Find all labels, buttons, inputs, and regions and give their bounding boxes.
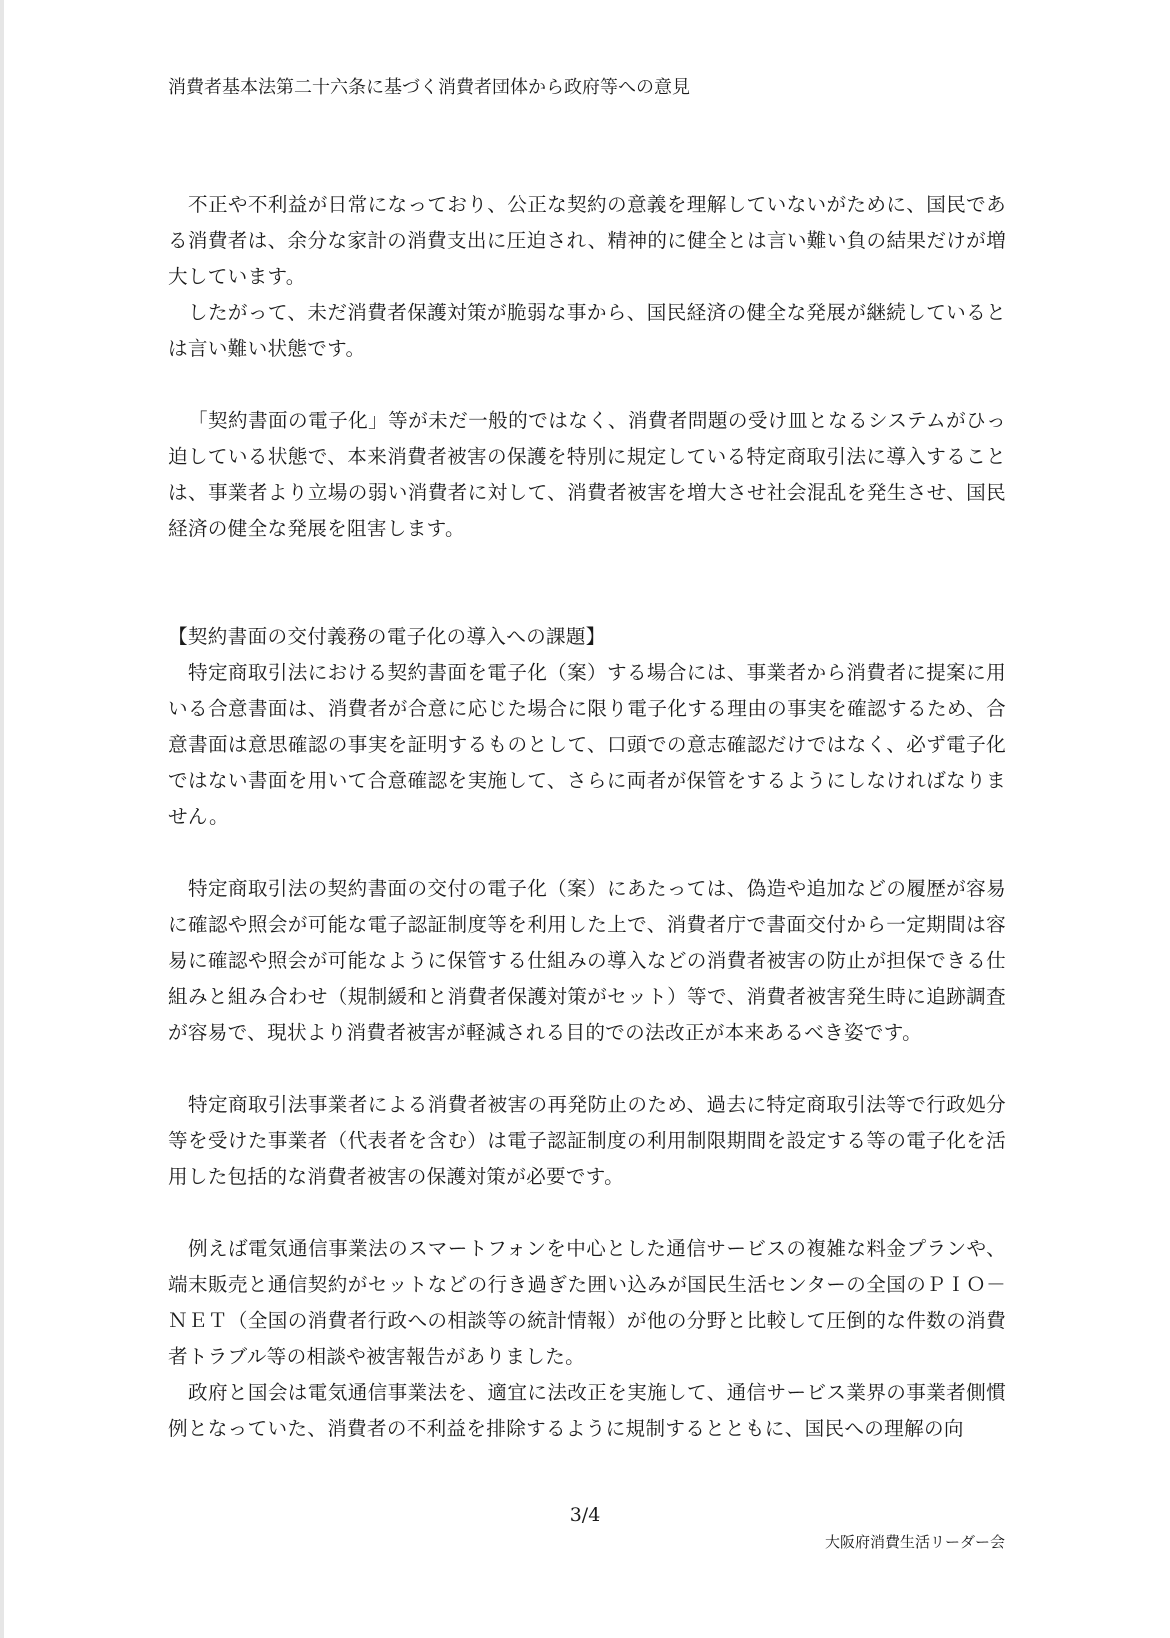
footer-organization: 大阪府消費生活リーダー会 bbox=[824, 1533, 1005, 1551]
paragraph-6: 特定商取引法事業者による消費者被害の再発防止のため、過去に特定商取引法等で行政処分等を受けた事業者（代表者を含む）は電子認証制度の利用制限期間を設定する等の電子化を活用した包括的な消費者被害の保護対策が必要です。 bbox=[168, 1093, 1006, 1188]
section-heading: 【契約書面の交付義務の電子化の導入への課題】 bbox=[168, 625, 606, 648]
document-body bbox=[168, 187, 1006, 1447]
paragraph-5: 特定商取引法の契約書面の交付の電子化（案）にあたっては、偽造や追加などの履歴が容易に確認や照会が可能な電子認証制度等を利用した上で、消費者庁で書面交付から一定期間は容易に確認や照会が可能なように保管する仕組みの導入などの消費者被害の防止が担保できる仕組みと組み合わせ（規制緩和と消費者保護対策がセット）等で、消費者被害発生時に追跡調査が容易で、現状より消費者被害が軽減される目的での法改正が本来あるべき姿です。 bbox=[168, 877, 1006, 1044]
paragraph-8: 政府と国会は電気通信事業法を、適宜に法改正を実施して、通信サービス業界の事業者側慣例となっていた、消費者の不利益を排除するように規制するとともに、国民への理解の向 bbox=[168, 1381, 1006, 1440]
document-header-title: 消費者基本法第二十六条に基づく消費者団体から政府等への意見 bbox=[168, 77, 690, 98]
paragraph-2: したがって、未だ消費者保護対策が脆弱な事から、国民経済の健全な発展が継続しているとは言い難い状態です。 bbox=[168, 301, 1006, 360]
paragraph-3: 「契約書面の電子化」等が未だ一般的ではなく、消費者問題の受け皿となるシステムがひっ迫している状態で、本来消費者被害の保護を特別に規定している特定商取引法に導入することは、事業者より立場の弱い消費者に対して、消費者被害を増大させ社会混乱を発生させ、国民経済の健全な発展を阻害します。 bbox=[168, 409, 1006, 540]
paragraph-spacer bbox=[168, 1051, 1006, 1087]
paragraph-spacer bbox=[168, 835, 1006, 871]
page-number: 3/4 bbox=[569, 1504, 601, 1526]
paragraph-4: 特定商取引法における契約書面を電子化（案）する場合には、事業者から消費者に提案に用いる合意書面は、消費者が合意に応じた場合に限り電子化する理由の事実を確認するため、合意書面は意思確認の事実を証明するものとして、口頭での意志確認だけではなく、必ず電子化ではない書面を用いて合意確認を実施して、さらに両者が保管をするようにしなければなりません。 bbox=[168, 661, 1006, 828]
section-spacer bbox=[168, 547, 1006, 619]
paragraph-7: 例えば電気通信事業法のスマートフォンを中心とした通信サービスの複雑な料金プランや、端末販売と通信契約がセットなどの行き過ぎた囲い込みが国民生活センターの全国のＰＩＯ－ＮＥＴ（全国の消費者行政への相談等の統計情報）が他の分野と比較して圧倒的な件数の消費者トラブル等の相談や被害報告がありました。 bbox=[168, 1237, 1006, 1368]
paragraph-spacer bbox=[168, 1195, 1006, 1231]
page-edge-shadow bbox=[0, 0, 4, 1638]
paragraph-1: 不正や不利益が日常になっており、公正な契約の意義を理解していないがために、国民である消費者は、余分な家計の消費支出に圧迫され、精神的に健全とは言い難い負の結果だけが増大しています。 bbox=[168, 193, 1006, 288]
paragraph-spacer bbox=[168, 367, 1006, 403]
